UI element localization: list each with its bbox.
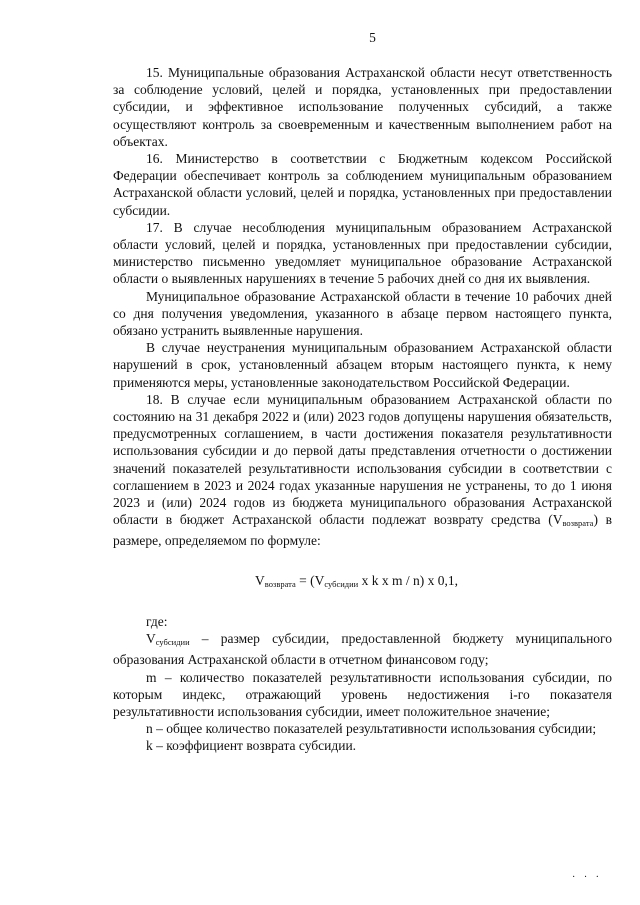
definition-text: – количество показателей результативности использования субсидии, по которым индекс, отражающий уровень недостижения i-го показателя результативности использования субсидии, имеет положительное значение; bbox=[113, 669, 612, 719]
paragraph-18 bbox=[113, 391, 612, 550]
definition-symbol: n bbox=[146, 721, 153, 737]
definition-symbol: m bbox=[146, 669, 157, 685]
definition-text: – размер субсидии, предоставленной бюджету муниципального образования Астраханской области в отчетном финансовом году; bbox=[113, 631, 612, 668]
paragraph-17-part-3: В случае неустранения муниципальным образованием Астраханской области нарушений в срок, установленный абзацем вторым настоящего пункта, к нему применяются меры, установленные законодательством Российской Федерации. bbox=[113, 340, 612, 390]
footer-mark: · · · bbox=[572, 872, 602, 883]
paragraph-17: 17. В случае несоблюдения муниципальным образованием Астраханской области условий, целей и порядка, установленных при предоставлении субсидии, министерство письменно уведомляет муниципальное образование Астраханской области о выявленных нарушениях в течение 5 рабочих дней со дня их выявления. bbox=[113, 219, 612, 287]
where-label: где: bbox=[146, 613, 168, 629]
formula-v: V bbox=[255, 572, 265, 588]
definition-n bbox=[113, 720, 612, 737]
formula-sub-vozvrata: возврата bbox=[264, 578, 296, 589]
paragraph-15: 15. Муниципальные образования Астраханской области несут ответственность за соблюдение условий, целей и порядка, установленных при предоставлении субсидии, и эффективное использование полученных субсидий, а также осуществляют контроль за своевременным и качественным выполнением работ на объектах. bbox=[113, 65, 612, 149]
definition-text: – общее количество показателей результативности использования субсидии; bbox=[152, 721, 597, 737]
formula-equals: = (V bbox=[295, 572, 325, 588]
definition-symbol: k bbox=[146, 738, 153, 754]
definition-m bbox=[113, 669, 612, 721]
paragraph-18-text-end: ) в размере, определяемом по формуле: bbox=[113, 512, 612, 549]
formula-sub-subsidii: субсидии bbox=[324, 578, 359, 589]
formula-rest: x k x m / n) x 0,1, bbox=[358, 572, 458, 588]
document-body bbox=[113, 64, 612, 755]
subscript-vozvrata: возврата bbox=[562, 518, 594, 529]
return-formula bbox=[113, 572, 612, 593]
paragraph-17-part-2: Муниципальное образование Астраханской области в течение 10 рабочих дней со дня получения уведомления, указанного в абзаце первом настоящего пункта, обязано устранить выявленные нарушения. bbox=[113, 288, 612, 339]
definition-subscript: субсидии bbox=[155, 637, 190, 648]
paragraph-16: 16. Министерство в соответствии с Бюджетным кодексом Российской Федерации обеспечивает контроль за соблюдением муниципальным образованием Астраханской области условий, целей и порядка, установленных при предоставлении субсидии. bbox=[113, 151, 612, 218]
definition-text: – коэффициент возврата субсидии. bbox=[152, 738, 357, 754]
definition-k bbox=[113, 737, 612, 754]
definition-v-subsidii bbox=[113, 630, 612, 668]
page-number: 5 bbox=[369, 30, 376, 45]
definition-symbol: V bbox=[146, 631, 156, 647]
paragraph-18-text: 18. В случае если муниципальным образованием Астраханской области по состоянию на 31 декабря 2022 и (или) 2023 годов допущены нарушения обязательств, предусмотренных соглашением, в части достижения показателя результативности использования субсидии и до первой даты представления отчетности о достижении значений показателей результативности использования субсидии в соответствии с соглашением в 2023 и 2024 годах указанные нарушения не устранены, то до 1 июня 2023 и (или) 2024 годов из бюджета муниципального образования Астраханской области в бюджет Астраханской области подлежат возврату средства (V bbox=[113, 391, 612, 528]
